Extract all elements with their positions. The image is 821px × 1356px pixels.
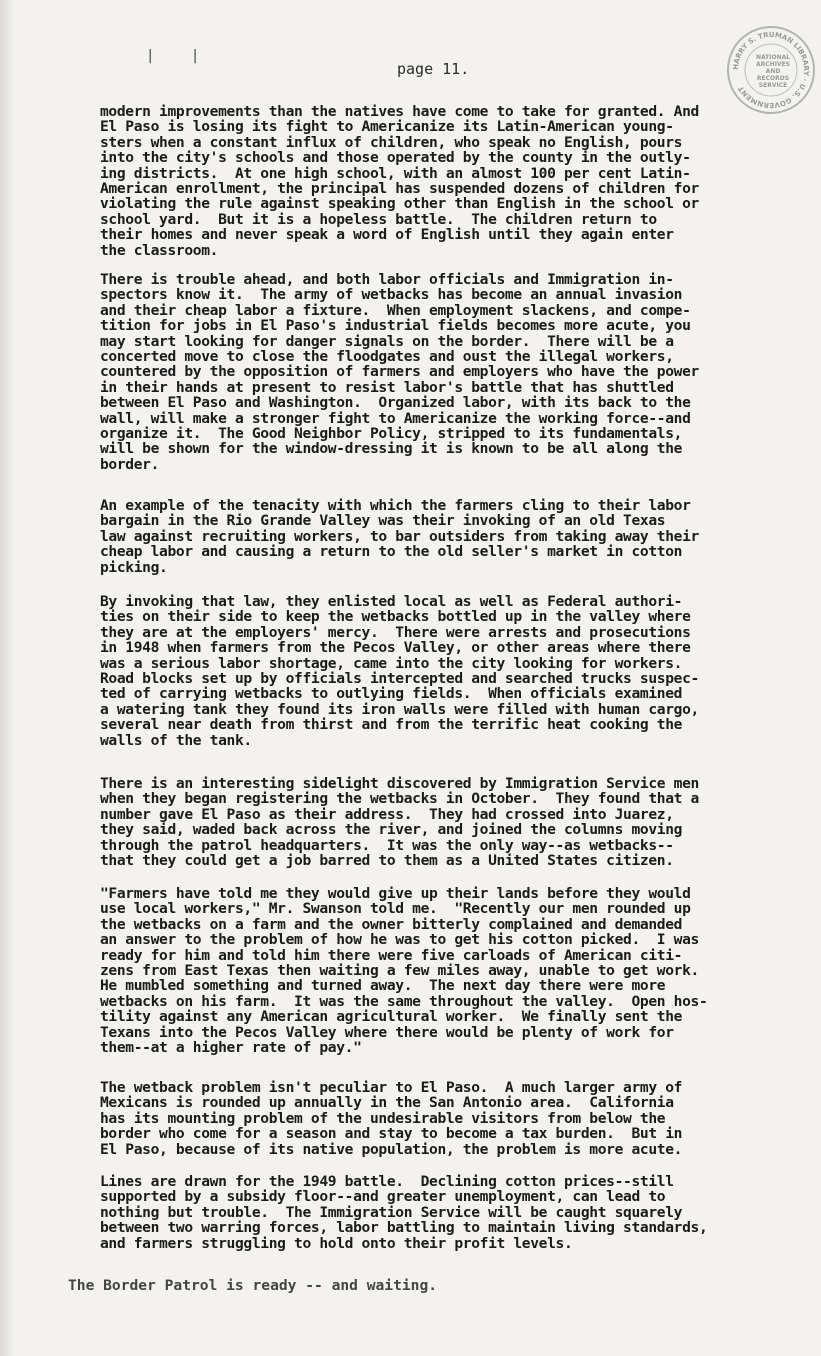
archive-stamp xyxy=(727,26,815,114)
paragraph-2: There is trouble ahead, and both labor officials and Immigration in- spectors know it. The army of wetbacks has become an annual invasion and their cheap labor a fixture. When employment slackens, and compe- tition for jobs in El Paso's industrial fields becomes more acute, you may start looking for danger signals on the border. There will be a concerted move to close the floodgates and oust the illegal workers, countered by the opposition of farmers and employers who have the power in their hands at present to resist labor's battle that has shuttled between El Paso and Washington. Organized labor, with its back to the wall, will make a stronger fight to Americanize the working force--and organize it. The Good Neighbor Policy, stripped to its fundamentals, will be shown for the window-dressing it is known to be all along the border. xyxy=(100,271,699,473)
page-number: page 11. xyxy=(397,60,470,78)
page-edge-shadow xyxy=(0,0,14,1356)
paragraph-3: An example of the tenacity with which the farmers cling to their labor bargain in the Rio Grande Valley was their invoking of an old Texas law against recruiting workers, to bar outsiders from taking away their cheap labor and causing a return to the old seller's market in cotton picking. xyxy=(100,497,699,576)
stamp-center-text: NATIONAL ARCHIVES AND RECORDS SERVICE xyxy=(755,54,791,89)
paragraph-7: The wetback problem isn't peculiar to El Paso. A much larger army of Mexicans is rounded up annually in the San Antonio area. California has its mounting problem of the undesirable visitors from below the border who come for a season and stay to become a tax burden. But in El Paso, because of its native population, the problem is more acute. xyxy=(100,1079,683,1158)
margin-marks: | | xyxy=(146,48,214,64)
paragraph-8: Lines are drawn for the 1949 battle. Declining cotton prices--still supported by a subsidy floor--and greater unemployment, can lead to nothing but trouble. The Immigration Service will be caught squarely between two warring forces, labor battling to maintain living standards, and farmers struggling to hold onto their profit levels. xyxy=(100,1173,708,1252)
paragraph-4: By invoking that law, they enlisted local as well as Federal authori- ties on their side to keep the wetbacks bottled up in the valley where they are at the employers' mercy. There were arrests and prosecutions in 1948 when farmers from the Pecos Valley, or other areas where there was a serious labor shortage, came into the city looking for workers. Road blocks set up by officials intercepted and searched trucks suspec- ted of carrying wetbacks to outlying fields. When officials examined a watering tank they found its iron walls were filled with human cargo, several near death from thirst and from the terrific heat cooking the walls of the tank. xyxy=(100,593,699,749)
paragraph-5: There is an interesting sidelight discovered by Immigration Service men when they began registering the wetbacks in October. They found that a number gave El Paso as their address. They had crossed into Juarez, they said, waded back across the river, and joined the columns moving through the patrol headquarters. It was the only way--as wetbacks-- that they could get a job barred to them as a United States citizen. xyxy=(100,775,699,870)
paragraph-6: "Farmers have told me they would give up their lands before they would use local workers," Mr. Swanson told me. "Recently our men rounded up the wetbacks on a farm and the owner bitterly complained and demanded an answer to the problem of how he was to get his cotton picked. I was ready for him and told him there were five carloads of American citi- zens from East Texas then waiting a few miles away, unable to get work. He mumbled something and turned away. The next day there were more wetbacks on his farm. It was the same throughout the valley. Open hos- tility against any American agricultural worker. We finally sent the Texans into the Pecos Valley where there would be plenty of work for them--at a higher rate of pay." xyxy=(100,885,708,1057)
stamp-ring-text: HARRY S. TRUMAN LIBRARY · U.S. GOVERNMENT xyxy=(731,30,811,110)
paragraph-1: modern improvements than the natives have come to take for granted. And El Paso is losing its fight to Americanize its Latin-American young- sters when a constant influx of children, who speak no English, pours into the city's schools and those operated by the county in the outly- ing districts. At one high school, with an almost 100 per cent Latin- American enrollment, the principal has suspended dozens of children for violating the rule against speaking other than English in the school or school yard. But it is a hopeless battle. The children return to their homes and never speak a word of English until they again enter the classroom. xyxy=(100,103,699,259)
closing-line: The Border Patrol is ready -- and waiting. xyxy=(68,1277,438,1294)
